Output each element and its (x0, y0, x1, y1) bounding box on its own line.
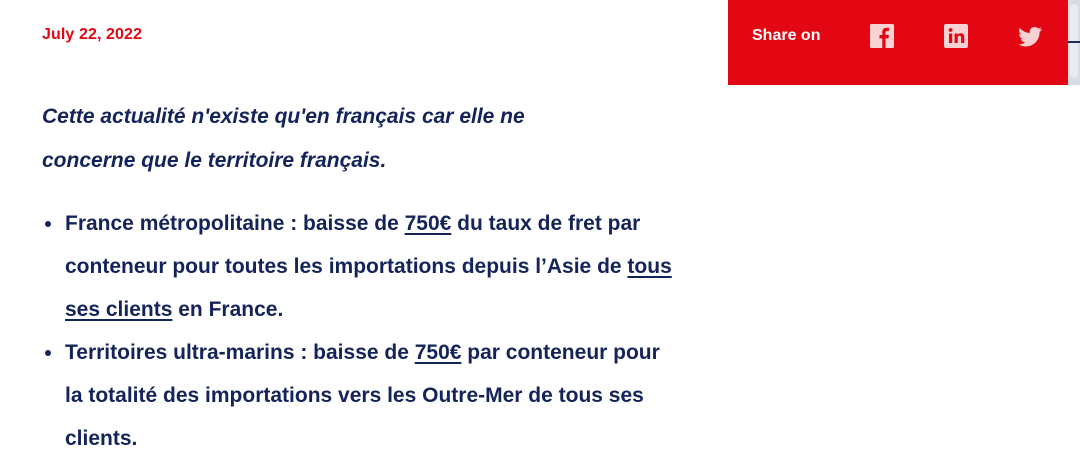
list-item (42, 331, 682, 454)
bullet-text: en France. (172, 298, 284, 321)
price-link[interactable]: 750€ (404, 212, 452, 235)
all-clients-link[interactable]: tous ses clients (65, 255, 672, 321)
bullet-text: par conteneur pour la totalité des importations vers les Outre-Mer de tous ses clients. (65, 341, 660, 450)
price-link[interactable]: 750€ (414, 341, 462, 364)
intro-line-2: concerne que le territoire français. (42, 149, 387, 172)
twitter-icon[interactable] (1016, 22, 1044, 50)
bullet-text: Territoires ultra-marins : baisse de (65, 341, 415, 364)
list-item (42, 202, 682, 331)
linkedin-icon[interactable] (942, 22, 970, 50)
bullet-text: France métropolitaine : baisse de (65, 212, 405, 235)
share-bar (728, 0, 1080, 85)
header-edge-line (1068, 41, 1080, 43)
scrollbar[interactable] (1068, 0, 1080, 85)
share-label: Share on (752, 27, 821, 44)
article-date: July 22, 2022 (42, 26, 143, 43)
facebook-icon[interactable] (868, 22, 896, 50)
article-intro (42, 95, 682, 183)
bullet-text: du taux de fret par conteneur pour toutes les importations depuis l’Asie de (65, 212, 641, 278)
article-bullet-list (42, 202, 682, 454)
intro-line-1: Cette actualité n'existe qu'en français car elle ne (42, 105, 525, 128)
